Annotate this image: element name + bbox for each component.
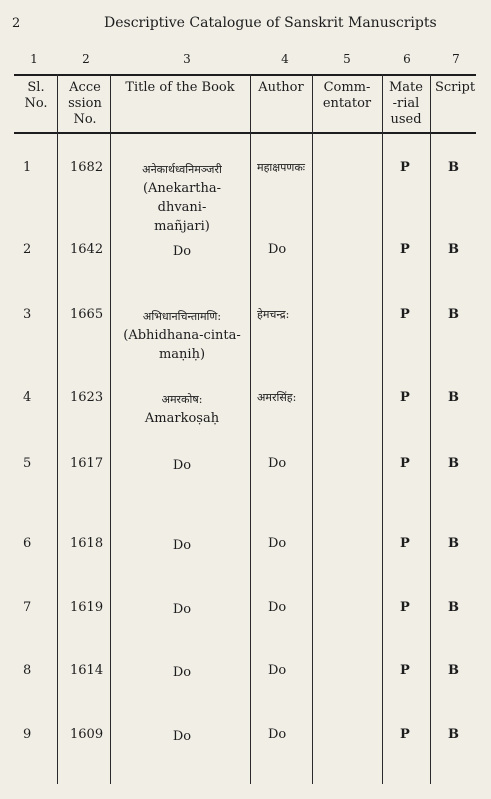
accession-no: 1614 bbox=[70, 663, 104, 678]
header-line: -rial bbox=[392, 96, 420, 111]
accession-no: 1609 bbox=[70, 727, 104, 742]
accession-no: 1617 bbox=[70, 456, 104, 471]
table-row bbox=[0, 600, 491, 660]
script: B bbox=[448, 727, 459, 742]
sl-no: 2 bbox=[23, 242, 32, 257]
sl-no: 3 bbox=[23, 307, 32, 322]
author: Do bbox=[268, 242, 287, 257]
header-line: Comm- bbox=[323, 80, 371, 95]
author: Do bbox=[268, 600, 287, 615]
column-number: 5 bbox=[343, 52, 351, 66]
book-title bbox=[120, 456, 244, 475]
header-line: used bbox=[390, 112, 422, 127]
table-top-rule bbox=[14, 74, 476, 76]
material-used: P bbox=[400, 663, 410, 678]
sl-no: 4 bbox=[23, 390, 32, 405]
script: B bbox=[448, 242, 459, 257]
column-number: 3 bbox=[183, 52, 191, 66]
header-accession-no bbox=[62, 80, 108, 128]
material-used: P bbox=[400, 160, 410, 175]
title-devanagari: अनेकार्थध्वनिमञ्जरी bbox=[142, 163, 222, 176]
title-line: (Anekartha-dhvani- bbox=[142, 181, 222, 215]
script: B bbox=[448, 456, 459, 471]
title-line: Do bbox=[172, 602, 192, 617]
sl-no: 6 bbox=[23, 536, 32, 551]
header-line: No. bbox=[73, 112, 97, 127]
accession-no: 1642 bbox=[70, 242, 104, 257]
book-title bbox=[120, 307, 244, 364]
material-used: P bbox=[400, 307, 410, 322]
author: Do bbox=[268, 727, 287, 742]
book-title bbox=[120, 536, 244, 555]
title-line: Do bbox=[172, 665, 192, 680]
page-number: 2 bbox=[12, 16, 21, 31]
material-used: P bbox=[400, 242, 410, 257]
script: B bbox=[448, 390, 459, 405]
column-number: 7 bbox=[452, 52, 460, 66]
material-used: P bbox=[400, 390, 410, 405]
script: B bbox=[448, 160, 459, 175]
sl-no: 9 bbox=[23, 727, 32, 742]
book-title bbox=[120, 390, 244, 428]
author: अमरसिंह: bbox=[257, 391, 297, 404]
author: Do bbox=[268, 536, 287, 551]
accession-no: 1665 bbox=[70, 307, 104, 322]
accession-no: 1619 bbox=[70, 600, 104, 615]
table-row bbox=[0, 160, 491, 234]
column-number: 4 bbox=[281, 52, 289, 66]
title-line: Do bbox=[172, 729, 192, 744]
running-head: Descriptive Catalogue of Sanskrit Manuscripts bbox=[104, 15, 437, 31]
title-line: Do bbox=[172, 538, 192, 553]
header-script: Script bbox=[434, 80, 476, 95]
accession-no: 1618 bbox=[70, 536, 104, 551]
material-used: P bbox=[400, 727, 410, 742]
header-line: entator bbox=[322, 96, 372, 111]
table-row bbox=[0, 390, 491, 450]
header-line: Sl. bbox=[27, 80, 45, 95]
accession-no: 1682 bbox=[70, 160, 104, 175]
author: हेमचन्द्र: bbox=[257, 308, 290, 321]
header-line: No. bbox=[24, 96, 48, 111]
title-line: Do bbox=[172, 244, 192, 259]
header-sl-no bbox=[20, 80, 52, 112]
title-line: Amarkoṣaḥ bbox=[144, 411, 220, 426]
book-title bbox=[120, 160, 244, 236]
title-line: maṇiḥ) bbox=[158, 347, 206, 362]
header-commentator bbox=[314, 80, 380, 112]
table-row bbox=[0, 242, 491, 302]
header-bottom-rule bbox=[14, 132, 476, 134]
material-used: P bbox=[400, 456, 410, 471]
column-number: 1 bbox=[30, 52, 38, 66]
table-row bbox=[0, 536, 491, 596]
sl-no: 8 bbox=[23, 663, 32, 678]
book-title bbox=[120, 727, 244, 746]
title-line: (Abhidhana-cinta- bbox=[123, 328, 241, 343]
script: B bbox=[448, 663, 459, 678]
accession-no: 1623 bbox=[70, 390, 104, 405]
script: B bbox=[448, 536, 459, 551]
script: B bbox=[448, 307, 459, 322]
book-title bbox=[120, 663, 244, 682]
title-devanagari: अभिधानचिन्तामणि: bbox=[142, 310, 222, 323]
sl-no: 7 bbox=[23, 600, 32, 615]
title-line: mañjari) bbox=[154, 219, 210, 234]
author: Do bbox=[268, 663, 287, 678]
header-line: Acce bbox=[69, 80, 101, 95]
table-row bbox=[0, 727, 491, 787]
book-title bbox=[120, 600, 244, 619]
header-material-used bbox=[384, 80, 428, 128]
title-line: Do bbox=[172, 458, 192, 473]
book-title bbox=[120, 242, 244, 261]
header-line: Mate bbox=[389, 80, 423, 95]
material-used: P bbox=[400, 536, 410, 551]
material-used: P bbox=[400, 600, 410, 615]
script: B bbox=[448, 600, 459, 615]
sl-no: 5 bbox=[23, 456, 32, 471]
header-author: Author bbox=[258, 80, 304, 95]
table-row bbox=[0, 307, 491, 367]
author: महाक्षपणकः bbox=[257, 161, 306, 174]
sl-no: 1 bbox=[23, 160, 32, 175]
table-row bbox=[0, 663, 491, 723]
column-numbers bbox=[0, 52, 491, 68]
column-number: 6 bbox=[403, 52, 411, 66]
header-line: ssion bbox=[68, 96, 102, 111]
header-title: Title of the Book bbox=[125, 80, 235, 95]
table-row bbox=[0, 456, 491, 516]
author: Do bbox=[268, 456, 287, 471]
title-devanagari: अमरकोष: bbox=[161, 393, 203, 406]
column-number: 2 bbox=[82, 52, 90, 66]
